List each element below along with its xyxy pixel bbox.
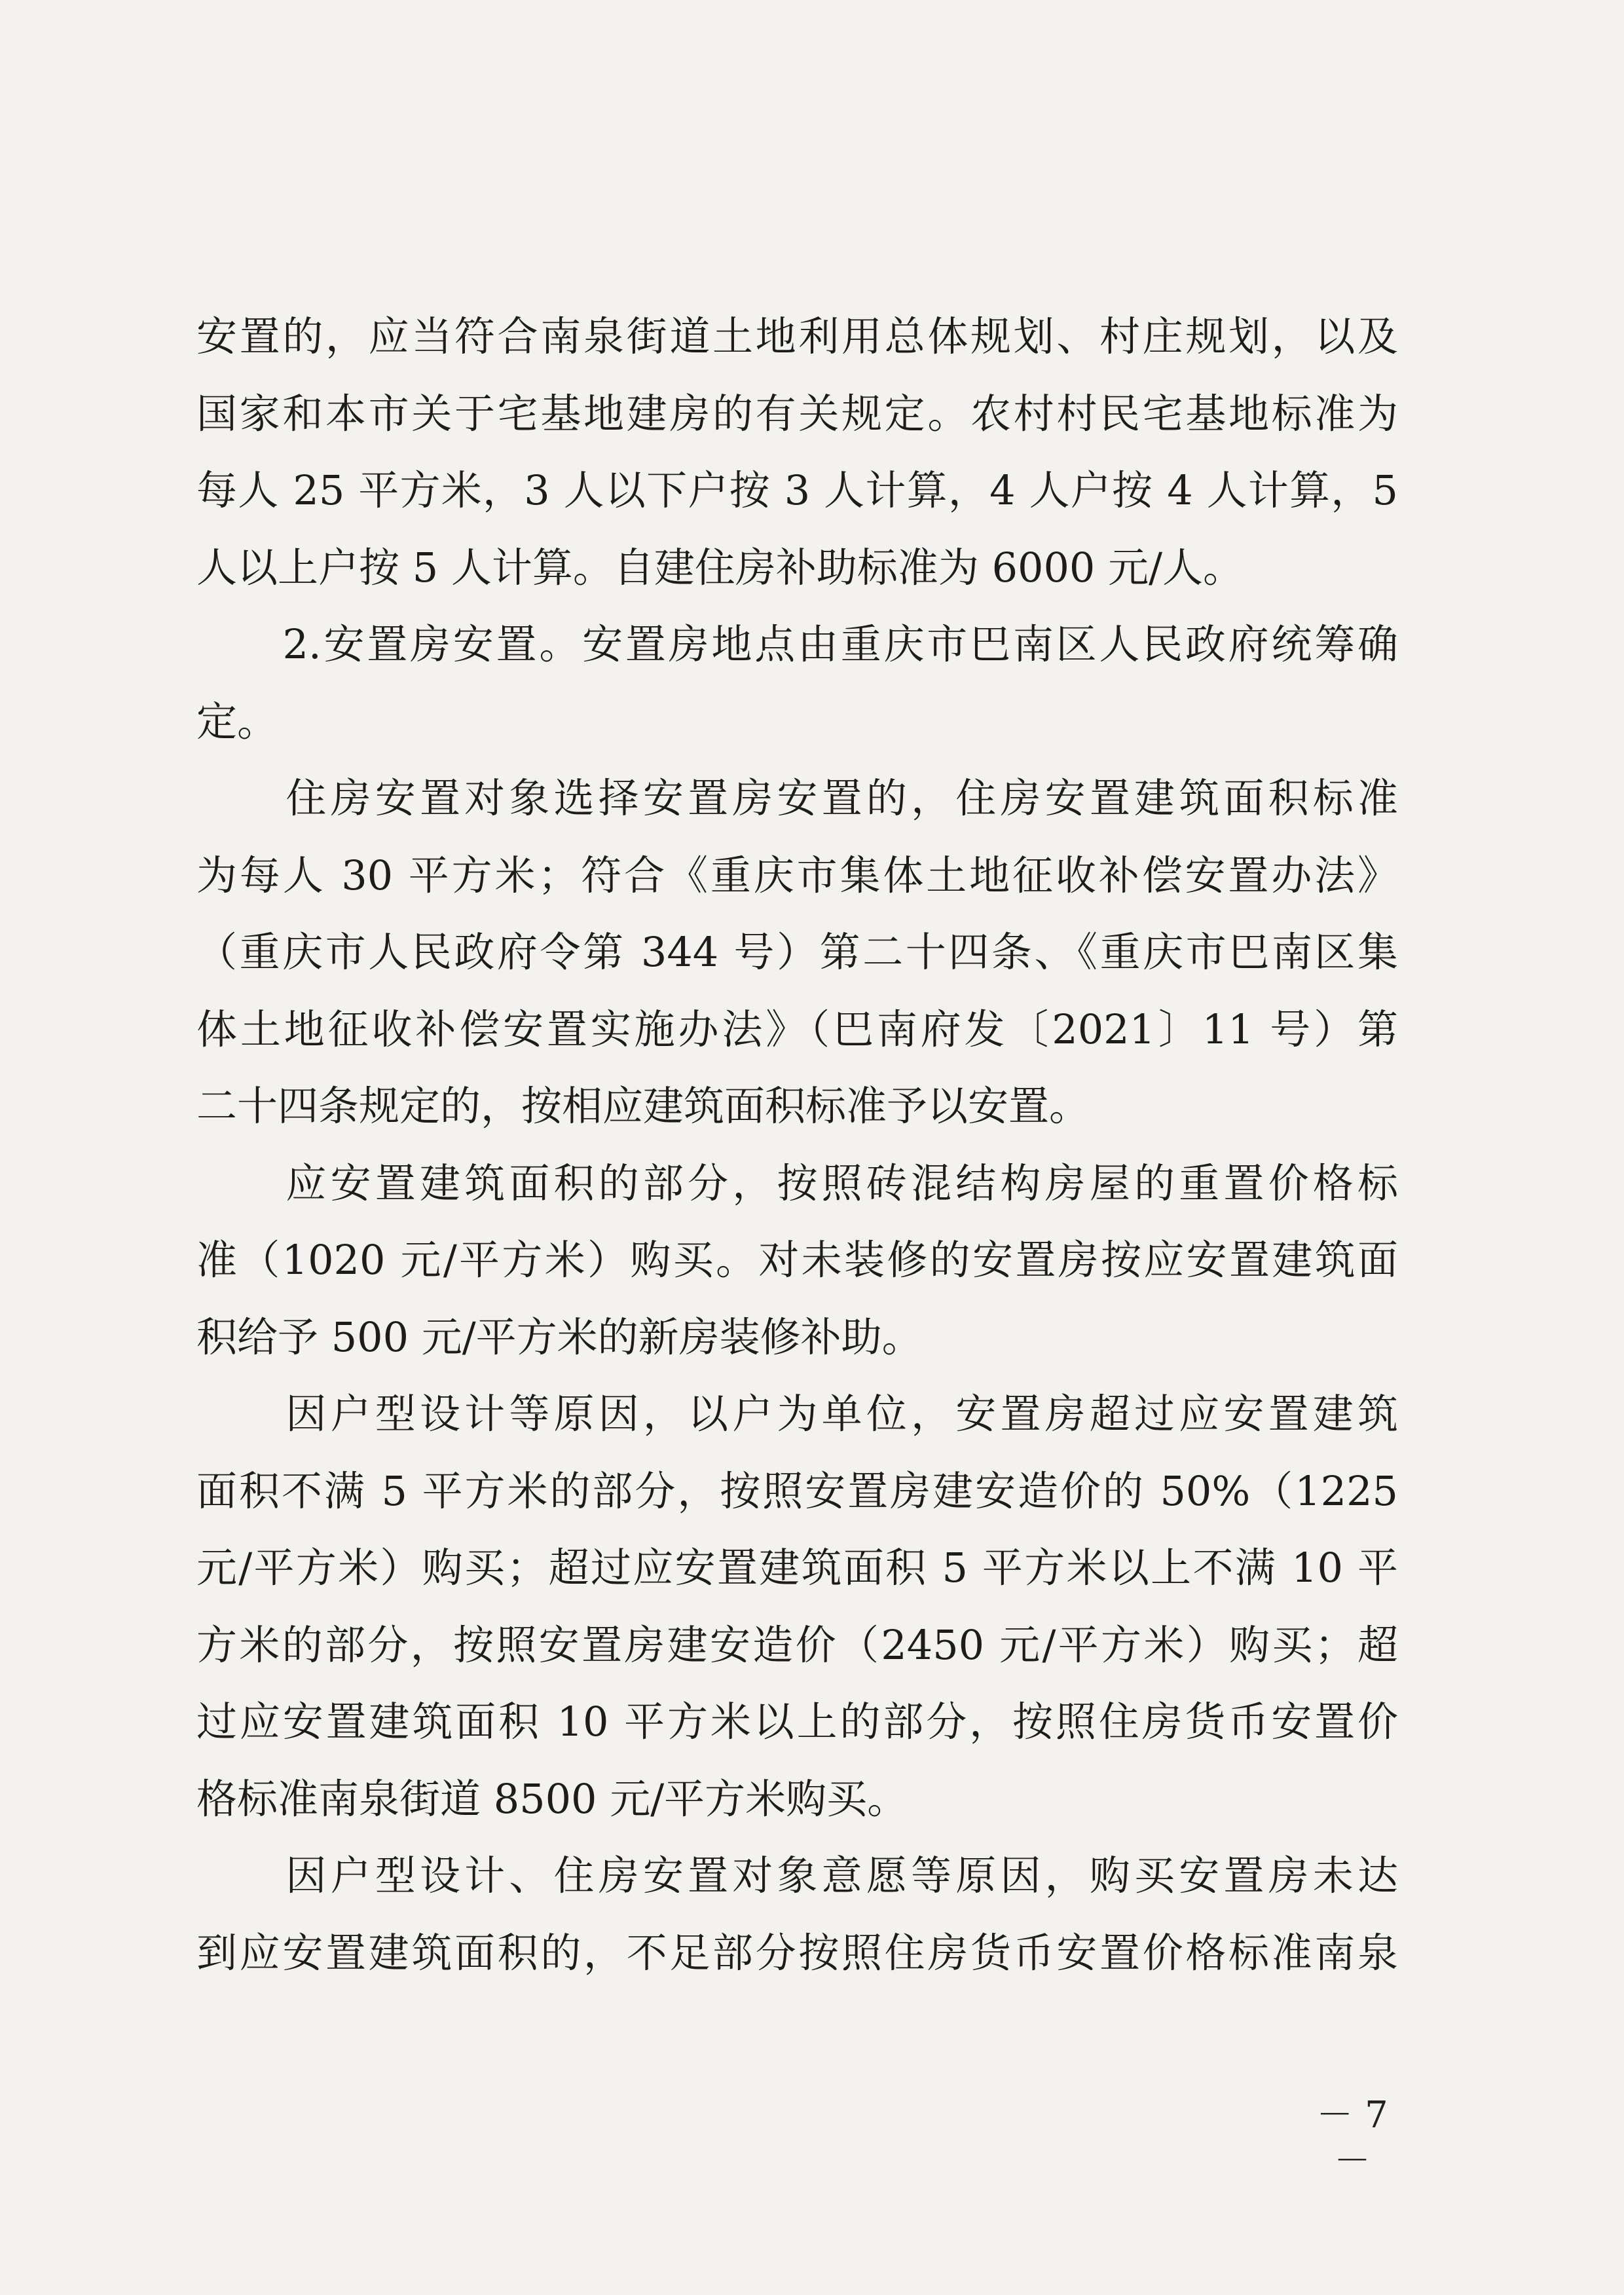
page-number: － 7 － [1316,2094,1388,2182]
text-line: 国家和本市关于宅基地建房的有关规定。农村村民宅基地标准为 [196,389,1398,438]
text-line: 定。 [196,697,278,745]
text-line: 体土地征收补偿安置实施办法》（巴南府发〔2021〕11 号）第 [196,1005,1398,1053]
text-line: 准（1020 元/平方米）购买。对未装修的安置房按应安置建筑面 [196,1236,1398,1284]
text-line: 方米的部分，按照安置房建安造价（2450 元/平方米）购买；超 [196,1620,1398,1669]
text-line: 安置的，应当符合南泉街道土地利用总体规划、村庄规划，以及 [196,312,1398,360]
text-line: 应安置建筑面积的部分，按照砖混结构房屋的重置价格标 [196,1159,1398,1207]
text-line: 过应安置建筑面积 10 平方米以上的部分，按照住房货币安置价 [196,1698,1398,1745]
body-text [196,298,1398,1991]
text-line: 每人 25 平方米，3 人以下户按 3 人计算，4 人户按 4 人计算，5 [196,466,1398,514]
text-line: （重庆市人民政府令第 344 号）第二十四条、《重庆市巴南区集 [196,928,1398,976]
text-line: 因户型设计等原因，以户为单位，安置房超过应安置建筑 [196,1390,1398,1438]
text-line: 到应安置建筑面积的，不足部分按照住房货币安置价格标准南泉 [196,1928,1398,1977]
text-line: 元/平方米）购买；超过应安置建筑面积 5 平方米以上不满 10 平 [196,1544,1398,1592]
text-line: 为每人 30 平方米；符合《重庆市集体土地征收补偿安置办法》 [196,851,1398,899]
text-line: 因户型设计、住房安置对象意愿等原因，购买安置房未达 [196,1852,1398,1899]
text-line: 2.安置房安置。安置房地点由重庆市巴南区人民政府统筹确 [196,620,1398,668]
text-line: 二十四条规定的，按相应建筑面积标准予以安置。 [196,1082,1090,1130]
text-line: 住房安置对象选择安置房安置的，住房安置建筑面积标准 [196,774,1398,822]
text-line: 格标准南泉街道 8500 元/平方米购买。 [196,1774,908,1823]
text-line: 积给予 500 元/平方米的新房装修补助。 [196,1313,923,1361]
text-line: 人以上户按 5 人计算。自建住房补助标准为 6000 元/人。 [196,543,1244,591]
text-line: 面积不满 5 平方米的部分，按照安置房建安造价的 50%（1225 [196,1466,1398,1515]
